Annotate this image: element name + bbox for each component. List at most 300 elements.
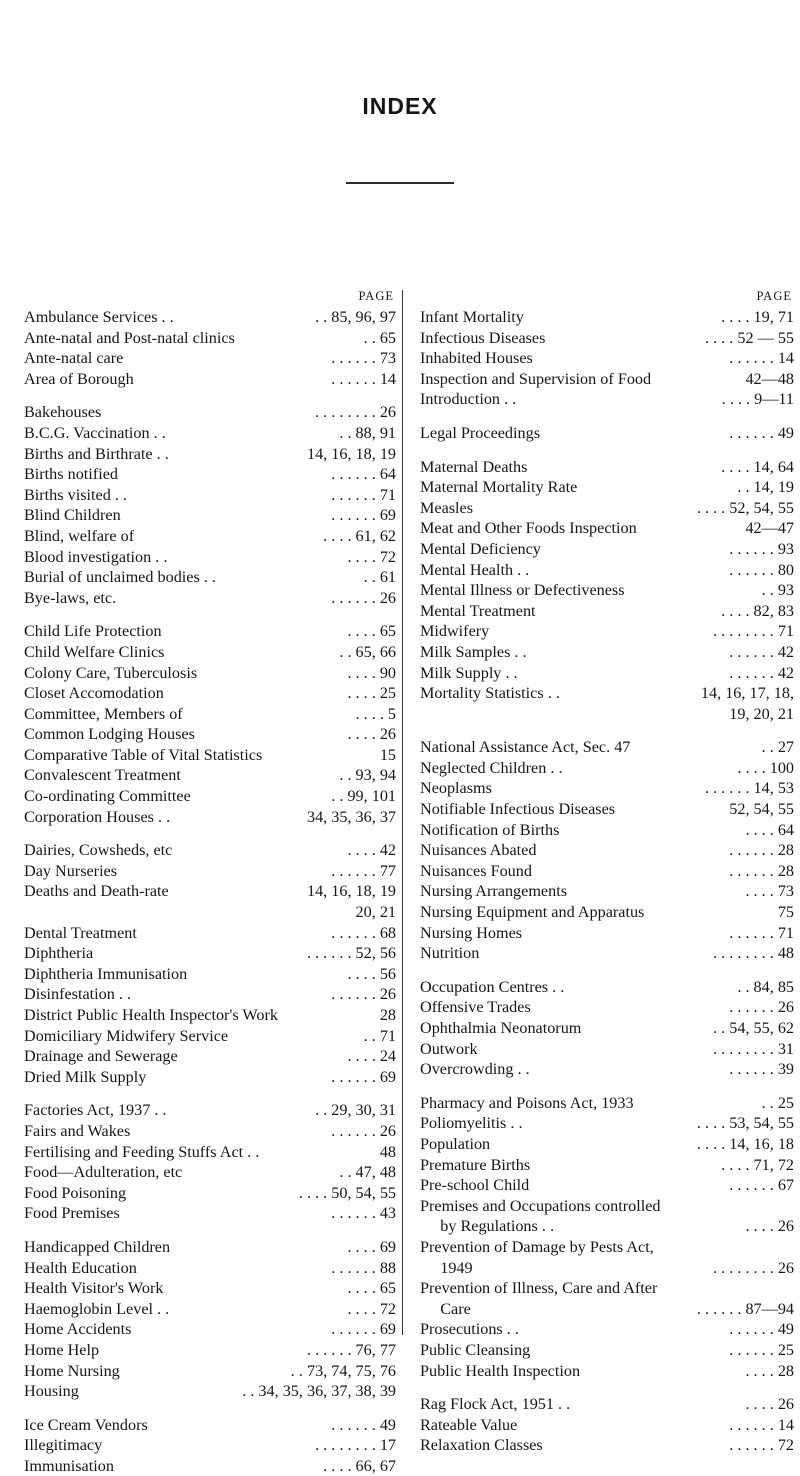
index-entry: [420, 861, 794, 882]
group-spacer: [420, 444, 794, 457]
index-entry: [420, 642, 794, 663]
index-term: B.C.G. Vaccination . .: [24, 423, 166, 442]
index-term: Food Poisoning: [24, 1183, 127, 1202]
index-entry: [24, 1237, 396, 1258]
index-term: Notifiable Infectious Diseases: [420, 800, 616, 819]
index-pages: . . . . . . . . 31: [713, 1039, 794, 1058]
index-entry: [24, 485, 396, 506]
index-term: Fairs and Wakes: [24, 1121, 131, 1140]
index-pages: 34, 35, 36, 37: [306, 807, 396, 826]
index-entry: [24, 1361, 396, 1382]
index-term: Dental Treatment: [24, 923, 137, 942]
index-entry: [24, 642, 396, 663]
group-spacer: [420, 1080, 794, 1093]
index-term: Immunisation: [24, 1456, 114, 1475]
index-entry: [24, 526, 396, 547]
index-term: Births notified: [24, 465, 118, 484]
index-pages: . . . . 52 — 55: [704, 328, 794, 347]
index-entry: [420, 943, 794, 964]
index-pages: . . 85, 96, 97: [315, 308, 396, 326]
index-pages: . . 54, 55, 62: [713, 1019, 794, 1037]
index-term: Child Life Protection: [24, 622, 162, 641]
index-pages: . . . . 56: [347, 964, 396, 983]
index-term: Dairies, Cowsheds, etc: [24, 841, 173, 860]
index-entry: [420, 307, 794, 328]
index-term: Meat and Other Foods Inspection: [420, 519, 637, 538]
index-entry: [420, 1435, 794, 1456]
index-pages: . . . . . . 68: [331, 923, 396, 942]
index-entry: [24, 683, 396, 704]
index-term: Occupation Centres . .: [420, 977, 565, 996]
index-entry: [24, 505, 396, 526]
index-pages: . . . . . . 49: [729, 423, 794, 442]
index-entry: [420, 758, 794, 779]
group-spacer: [24, 1087, 396, 1100]
index-entry: [24, 861, 396, 882]
index-pages: . . . . 26: [745, 1395, 794, 1414]
index-term: Nursing Equipment and Apparatus: [420, 903, 645, 922]
index-pages: . . . . . . 26: [729, 998, 794, 1017]
index-term: Neoplasms: [420, 779, 492, 798]
index-entry: [24, 423, 396, 444]
index-letter-group: [420, 307, 794, 410]
index-pages: . . . . . . 52, 56: [306, 944, 396, 963]
index-pages: . . . . . . 87—94: [696, 1299, 794, 1318]
index-term: Nuisances Found: [420, 861, 532, 880]
index-letter-group: [420, 423, 794, 444]
index-entry: [24, 464, 396, 485]
index-pages: . . 73, 74, 75, 76: [290, 1361, 396, 1380]
index-term: Ante-natal care: [24, 349, 124, 368]
index-entry: [420, 902, 794, 923]
index-pages: . . . . 14, 64: [721, 457, 794, 476]
index-entry: [420, 923, 794, 944]
index-pages: . . . . 26: [347, 725, 396, 744]
index-term: Relaxation Classes: [420, 1436, 543, 1455]
index-term: Mental Treatment: [420, 601, 536, 620]
index-entry: [24, 1319, 396, 1340]
index-pages-continuation: 19, 20, 21: [729, 704, 794, 723]
index-pages: . . . . . . 49: [331, 1415, 396, 1434]
index-entry: [24, 1026, 396, 1047]
index-term: Births visited . .: [24, 485, 127, 504]
index-pages: . . . . . . . . 26: [315, 403, 396, 422]
index-pages: . . 65: [363, 328, 396, 347]
index-pages: . . . . . . 26: [331, 1121, 396, 1140]
index-term: Ice Cream Vendors: [24, 1415, 148, 1434]
index-term: Haemoglobin Level . .: [24, 1299, 170, 1318]
index-term: Outwork: [420, 1039, 478, 1058]
index-term: Food Premises: [24, 1204, 120, 1223]
index-entry: [420, 1258, 794, 1279]
index-pages: . . . . . . . . 48: [713, 944, 794, 963]
index-term: Public Cleansing: [420, 1340, 531, 1359]
index-entry: [420, 778, 794, 799]
index-pages: . . . . . . 64: [331, 465, 396, 484]
index-pages: . . . . 71, 72: [721, 1155, 794, 1174]
index-pages: . . . . 61, 62: [323, 526, 396, 545]
index-term: Prevention of Illness, Care and After: [420, 1279, 658, 1298]
index-pages: . . . . 72: [347, 1299, 396, 1318]
index-term: Closet Accomodation: [24, 684, 164, 703]
index-pages: . . . . . . 39: [729, 1060, 794, 1079]
index-entry: [420, 328, 794, 349]
index-pages: 75: [777, 903, 794, 922]
index-term: Health Visitor's Work: [24, 1279, 164, 1298]
index-entry: [24, 348, 396, 369]
index-term: Blood investigation . .: [24, 547, 168, 566]
index-letter-group: [24, 307, 396, 389]
index-entry: [24, 704, 396, 725]
index-entry: [24, 1258, 396, 1279]
index-entry: [420, 1394, 794, 1415]
index-letter-group: [420, 457, 794, 725]
index-term: Overcrowding . .: [420, 1060, 530, 1079]
index-entry: [420, 1237, 794, 1258]
index-pages: . . . . 5: [355, 704, 396, 723]
index-pages: 52, 54, 55: [729, 800, 794, 819]
index-entry: [24, 1121, 396, 1142]
index-entry: [24, 307, 396, 328]
index-term: Committee, Members of: [24, 704, 183, 723]
index-entry: [24, 1299, 396, 1320]
index-term: Home Nursing: [24, 1361, 120, 1380]
index-pages: . . 93: [761, 581, 794, 600]
index-entry: [420, 369, 794, 390]
index-term: Notification of Births: [420, 820, 560, 839]
index-entry: [420, 881, 794, 902]
index-entry: [24, 1100, 396, 1121]
index-entry: [420, 840, 794, 861]
index-entry: [420, 560, 794, 581]
index-entry: [420, 820, 794, 841]
index-term: District Public Health Inspector's Work: [24, 1006, 278, 1024]
index-term: Factories Act, 1937 . .: [24, 1101, 167, 1120]
index-term: Rag Flock Act, 1951 . .: [420, 1395, 571, 1414]
index-entry: [420, 1039, 794, 1060]
index-pages: . . . . . . 76, 77: [306, 1340, 396, 1359]
page-title: INDEX: [362, 93, 438, 119]
index-term: Public Health Inspection: [420, 1361, 581, 1380]
index-pages: 42—48: [745, 369, 794, 388]
index-term: Disinfestation . .: [24, 985, 132, 1004]
index-pages: . . . . 25: [347, 684, 396, 703]
index-term: Home Accidents: [24, 1320, 132, 1339]
index-term: Poliomyelitis . .: [420, 1114, 523, 1133]
index-term: Co-ordinating Committee: [24, 787, 191, 806]
index-pages: . . . . . . 72: [729, 1436, 794, 1455]
index-entry: [24, 1203, 396, 1224]
index-term: Introduction . .: [420, 390, 517, 409]
index-term: Care: [420, 1299, 471, 1318]
index-pages: . . . . . . 14: [729, 1415, 794, 1434]
group-spacer: [420, 410, 794, 423]
index-term: Fertilising and Feeding Stuffs Act . .: [24, 1142, 260, 1161]
index-term: Mental Health . .: [420, 560, 530, 579]
index-pages: . . . . 100: [737, 758, 794, 777]
index-pages: . . . . 24: [347, 1047, 396, 1066]
index-entry: [420, 477, 794, 498]
index-pages: . . 34, 35, 36, 37, 38, 39: [242, 1382, 396, 1401]
index-entry: [420, 621, 794, 642]
index-entry: [420, 539, 794, 560]
index-pages: . . 27: [761, 738, 794, 757]
index-entry: [24, 1340, 396, 1361]
index-entry: [420, 348, 794, 369]
index-term: Nursing Homes: [420, 923, 523, 942]
index-pages: . . . . 14, 16, 18: [696, 1134, 794, 1153]
index-term: Nutrition: [420, 944, 480, 963]
index-letter-group: [420, 1394, 794, 1456]
index-pages: . . 99, 101: [331, 787, 396, 806]
index-pages: . . 65, 66: [339, 642, 396, 661]
index-entry: [24, 621, 396, 642]
index-pages: . . . . 69: [347, 1237, 396, 1256]
index-term: Infectious Diseases: [420, 328, 546, 347]
index-term: Dried Milk Supply: [24, 1067, 147, 1086]
group-spacer: [24, 827, 396, 840]
index-letter-group: [24, 1100, 396, 1224]
index-term: Births and Birthrate . .: [24, 444, 169, 463]
index-pages: . . 25: [761, 1093, 794, 1112]
index-entry: [24, 1456, 396, 1476]
index-entry: [24, 547, 396, 568]
index-term: by Regulations . .: [420, 1217, 554, 1236]
index-pages: . . . . 72: [347, 547, 396, 566]
index-pages: . . 84, 85: [737, 977, 794, 996]
index-term: Day Nurseries: [24, 861, 118, 880]
index-entry: [420, 1361, 794, 1382]
index-entry: [420, 1415, 794, 1436]
index-pages: . . . . . . 77: [331, 861, 396, 880]
index-entry: [24, 786, 396, 807]
index-term: Child Welfare Clinics: [24, 642, 165, 661]
index-term: Milk Supply . .: [420, 663, 518, 682]
index-entry: [420, 1018, 794, 1039]
index-entry: [420, 580, 794, 601]
index-pages: . . 88, 91: [339, 423, 396, 442]
index-term: Mental Illness or Defectiveness: [420, 581, 625, 600]
index-pages: . . . . 50, 54, 55: [298, 1183, 396, 1202]
index-term: Housing: [24, 1382, 79, 1401]
index-entry: [420, 601, 794, 622]
index-pages: . . 29, 30, 31: [315, 1101, 396, 1120]
index-pages: . . . . . . 73: [331, 349, 396, 368]
index-pages: . . . . 73: [745, 882, 794, 901]
index-entry: [24, 881, 396, 902]
index-pages: . . 61: [363, 568, 396, 587]
index-pages: . . . . 52, 54, 55: [696, 498, 794, 517]
index-entry: [420, 1113, 794, 1134]
index-entry: [24, 1415, 396, 1436]
index-entry: [420, 737, 794, 758]
index-entry: [420, 799, 794, 820]
index-term: National Assistance Act, Sec. 47: [420, 738, 631, 757]
index-entry: [24, 807, 396, 828]
index-entry: [420, 457, 794, 478]
index-term: Neglected Children . .: [420, 758, 563, 777]
index-term: Diphtheria: [24, 944, 94, 963]
title-underline: [346, 182, 454, 184]
index-entry: [24, 663, 396, 684]
index-term: Pharmacy and Poisons Act, 1933: [420, 1093, 634, 1112]
group-spacer: [420, 964, 794, 977]
index-entry: [420, 1093, 794, 1114]
index-entry: [420, 498, 794, 519]
index-term: Corporation Houses . .: [24, 807, 171, 826]
index-entry: [420, 389, 794, 410]
page-heading-right: PAGE: [756, 289, 792, 303]
index-term: Colony Care, Tuberculosis: [24, 663, 198, 682]
index-term: Area of Borough: [24, 369, 134, 388]
index-entry: [24, 1278, 396, 1299]
group-spacer: [24, 1402, 396, 1415]
index-term: 1949: [420, 1258, 473, 1277]
group-spacer: [420, 724, 794, 737]
index-letter-group: [24, 1237, 396, 1402]
index-entry: [420, 1319, 794, 1340]
index-pages: . . . . 26: [745, 1217, 794, 1236]
index-entry: [420, 1340, 794, 1361]
index-term: Premature Births: [420, 1155, 531, 1174]
index-entry: [24, 964, 396, 985]
index-pages: . . 14, 19: [737, 478, 794, 497]
index-entry: [24, 765, 396, 786]
index-entry: [24, 943, 396, 964]
index-term: Pre-school Child: [420, 1176, 530, 1195]
index-term: Inhabited Houses: [420, 349, 533, 368]
index-entry: [24, 1067, 396, 1088]
index-term: Bakehouses: [24, 403, 102, 422]
index-entry: [420, 683, 794, 704]
index-term: Infant Mortality: [420, 308, 524, 326]
index-term: Prosecutions . .: [420, 1320, 519, 1339]
index-column-left: [24, 286, 396, 1476]
index-pages: . . . . 64: [745, 820, 794, 839]
index-pages: . . 47, 48: [339, 1163, 396, 1182]
group-spacer: [24, 389, 396, 402]
index-term: Ophthalmia Neonatorum: [420, 1019, 582, 1037]
index-term: Drainage and Sewerage: [24, 1047, 178, 1066]
index-pages: . . . . 53, 54, 55: [696, 1114, 794, 1133]
index-pages: 48: [379, 1142, 396, 1161]
page-heading-left: PAGE: [358, 289, 394, 303]
index-entry: [24, 724, 396, 745]
index-entry: [24, 745, 396, 766]
index-pages: . . . . . . 71: [729, 923, 794, 942]
index-entry: [420, 1278, 794, 1299]
index-entry: [24, 1142, 396, 1163]
index-term: Bye-laws, etc.: [24, 588, 117, 607]
index-term: Milk Samples . .: [420, 642, 527, 661]
index-pages: . . . . . . 28: [729, 861, 794, 880]
index-term: Mortality Statistics . .: [420, 684, 560, 703]
index-term: Population: [420, 1134, 491, 1153]
index-entry: [420, 1299, 794, 1320]
index-entry: [420, 1134, 794, 1155]
index-entry: [24, 328, 396, 349]
index-entry: [420, 1059, 794, 1080]
index-entry: [24, 402, 396, 423]
index-pages: . . . . . . 67: [729, 1176, 794, 1195]
group-spacer: [24, 1224, 396, 1237]
index-pages: . . . . . . 25: [729, 1340, 794, 1359]
index-pages: . . . . . . . . 26: [713, 1258, 794, 1277]
index-pages: . . . . . . 14, 53: [704, 779, 794, 798]
index-pages: 15: [379, 745, 396, 764]
index-pages: . . . . . . 28: [729, 841, 794, 860]
index-entry: [24, 1046, 396, 1067]
index-term: Domiciliary Midwifery Service: [24, 1026, 229, 1045]
index-term: Legal Proceedings: [420, 423, 541, 442]
group-spacer: [24, 608, 396, 621]
index-pages: . . . . 90: [347, 663, 396, 682]
index-entry: [24, 1183, 396, 1204]
index-entry: [420, 997, 794, 1018]
group-spacer: [420, 1381, 794, 1394]
index-entry: [24, 1381, 396, 1402]
index-term: Rateable Value: [420, 1415, 518, 1434]
index-entry: [420, 1175, 794, 1196]
index-term: Mental Deficiency: [420, 539, 541, 558]
index-term: Food—Adulteration, etc: [24, 1163, 183, 1182]
index-entry: [24, 923, 396, 944]
index-pages: . . . . . . 93: [729, 539, 794, 558]
index-entry: [420, 1196, 794, 1217]
index-entry: [420, 1216, 794, 1237]
index-term: Midwifery: [420, 622, 490, 641]
index-pages: . . . . . . 14: [729, 349, 794, 368]
index-pages: 42—47: [745, 519, 794, 538]
index-term: Ante-natal and Post-natal clinics: [24, 328, 235, 347]
index-pages: . . . . . . 69: [331, 1067, 396, 1086]
index-term: Home Help: [24, 1340, 100, 1359]
index-pages: . . . . . . . . 17: [315, 1436, 396, 1455]
index-entry: [420, 977, 794, 998]
index-term: Handicapped Children: [24, 1237, 171, 1256]
index-letter-group: [24, 840, 396, 1087]
index-column-right: [420, 286, 794, 1456]
index-pages: . . . . . . 42: [729, 642, 794, 661]
index-pages: 14, 16, 17, 18,: [700, 684, 794, 703]
index-pages: . . . . . . 88: [331, 1258, 396, 1277]
index-entry: [420, 423, 794, 444]
index-pages: . . . . 66, 67: [323, 1456, 396, 1475]
index-letter-group: [24, 402, 396, 608]
index-entry: [24, 588, 396, 609]
index-pages: . . . . . . 26: [331, 588, 396, 607]
index-pages: . . . . 28: [745, 1361, 794, 1380]
index-pages: 14, 16, 18, 19: [306, 882, 396, 901]
index-pages: . . . . 19, 71: [721, 308, 794, 326]
index-term: Measles: [420, 498, 474, 517]
index-pages: . . . . . . 14: [331, 369, 396, 388]
index-term: Maternal Mortality Rate: [420, 478, 578, 497]
index-entry: [24, 840, 396, 861]
index-entry: [420, 1155, 794, 1176]
index-term: Premises and Occupations controlled: [420, 1196, 661, 1215]
index-pages: 14, 16, 18, 19: [306, 444, 396, 463]
index-entry: [24, 369, 396, 390]
index-term: Blind Children: [24, 506, 121, 525]
index-pages: . . . . . . 69: [331, 1320, 396, 1339]
index-entry: [24, 444, 396, 465]
index-pages: . . . . 65: [347, 622, 396, 641]
index-pages: . . . . 9—11: [721, 390, 794, 409]
index-term: Convalescent Treatment: [24, 766, 181, 785]
index-term: Comparative Table of Vital Statistics: [24, 745, 263, 764]
index-pages: . . . . . . . . 71: [713, 622, 794, 641]
